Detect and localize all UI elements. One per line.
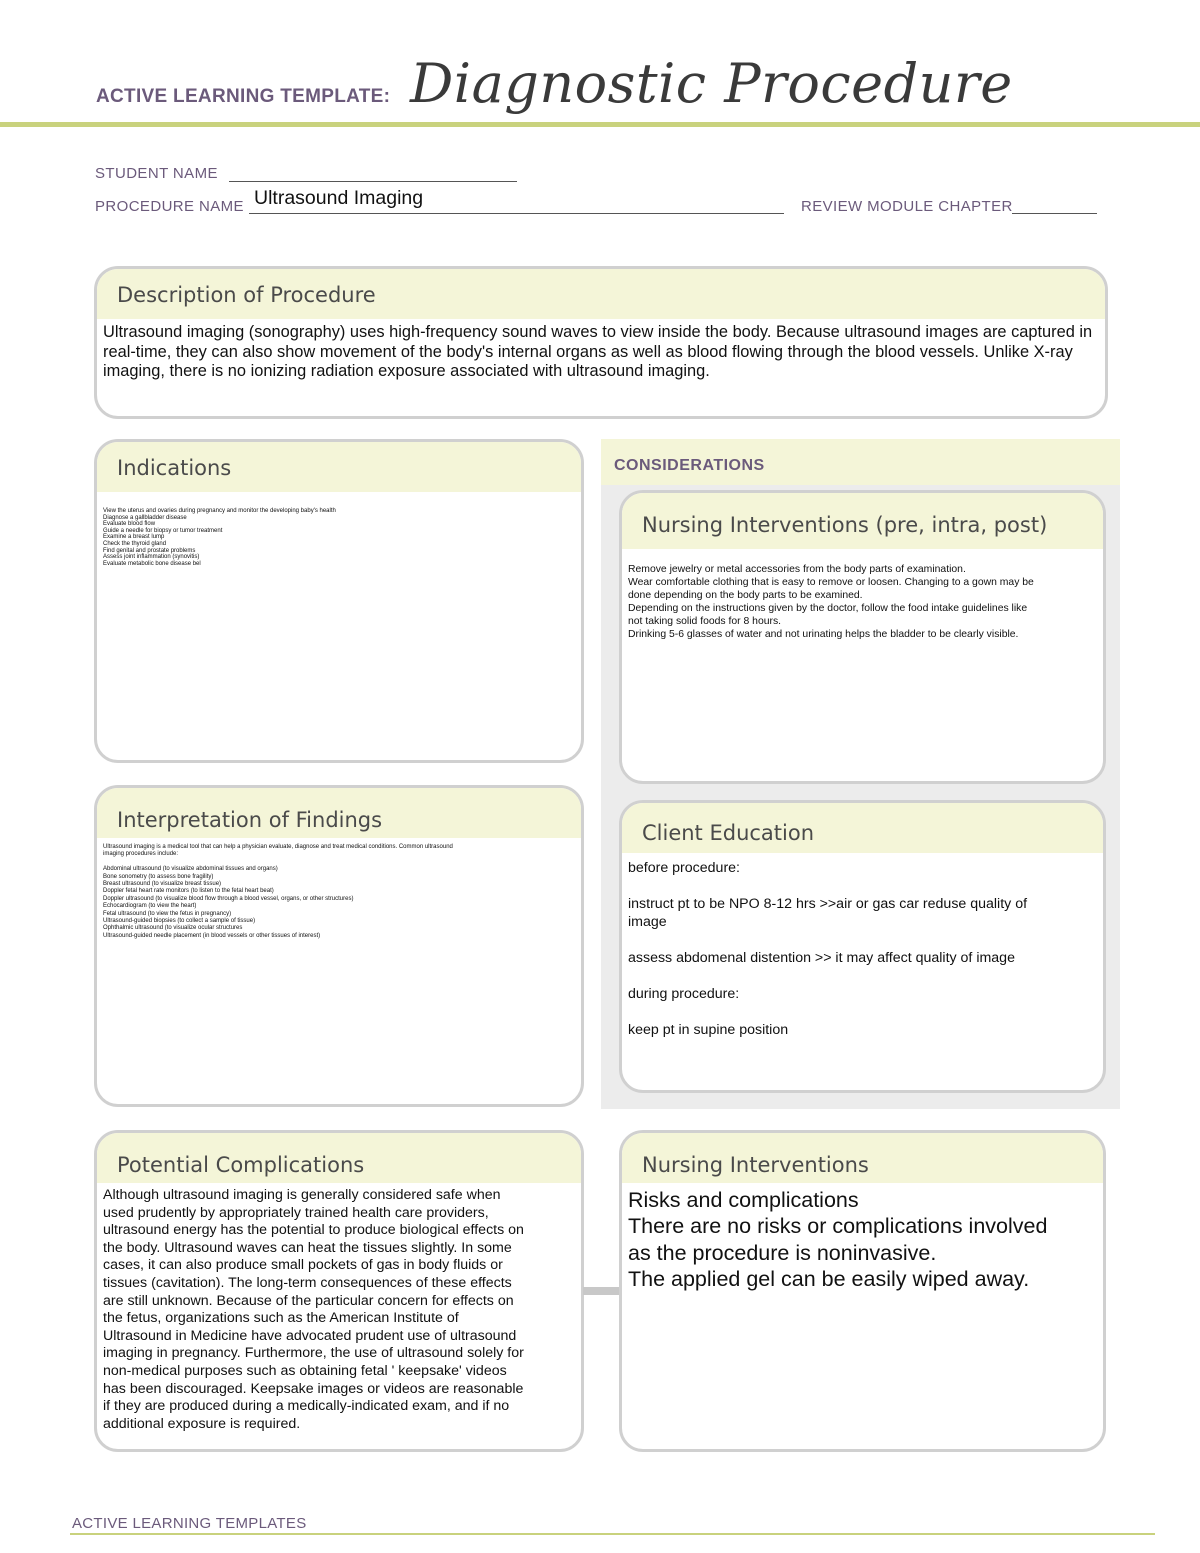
procedure-name-label: PROCEDURE NAME: [95, 198, 244, 215]
client-education-text: before procedure: instruct pt to be NPO 8-12 hrs >>air or gas car reduse quality of image assess abdomenal distention >> it may affect quality of image during procedure: keep pt in supine position: [628, 860, 1028, 1038]
indications-panel: [94, 439, 584, 763]
nursing-interventions-title: Nursing Interventions: [642, 1153, 869, 1177]
complications-panel: [94, 1130, 584, 1452]
review-module-line: [1012, 213, 1097, 214]
procedure-name-value[interactable]: Ultrasound Imaging: [254, 187, 424, 209]
footer-divider: [70, 1533, 1155, 1535]
description-title: Description of Procedure: [117, 283, 376, 307]
review-module-label: REVIEW MODULE CHAPTER: [801, 198, 1013, 215]
template-title: Diagnostic Procedure: [410, 52, 1013, 115]
procedure-name-line: [249, 213, 784, 214]
student-name-line: [229, 181, 517, 182]
complications-title: Potential Complications: [117, 1153, 365, 1177]
description-panel: [94, 266, 1108, 419]
indications-header: [97, 442, 581, 492]
indications-title: Indications: [117, 456, 232, 480]
client-education-header: [622, 803, 1103, 853]
complications-header: [97, 1133, 581, 1183]
nursing-interventions-pip-title: Nursing Interventions (pre, intra, post): [642, 513, 1048, 537]
panel-connector: [583, 1287, 621, 1295]
nursing-interventions-pip-panel: [619, 490, 1106, 784]
nursing-interventions-text: Risks and complications There are no risks or complications involved as the procedure is noninvasive. The applied gel can be easily wiped away.: [628, 1188, 1048, 1291]
description-text: Ultrasound imaging (sonography) uses high-frequency sound waves to view inside the body. Because ultrasound images are captured in real-time, they can also show movement of the body's internal organs as well as blood flowing through the blood vessels. Unlike X-ray imaging, there is no ionizing radiation exposure associated with ultrasound imaging.: [103, 323, 1093, 381]
considerations-title: CONSIDERATIONS: [614, 457, 765, 474]
indications-text: View the uterus and ovaries during pregnancy and monitor the developing baby's health Diagnose a gallbladder disease Evaluate blood flow Guide a needle for biopsy or tumor treatment Examine a breast lump Check the thyroid gland Find genital and prostate problems Assess joint inflammation (synovitis) Evaluate metabolic bone disease bel: [103, 508, 336, 567]
client-education-panel: [619, 800, 1106, 1093]
student-name-label: STUDENT NAME: [95, 165, 218, 182]
template-label: ACTIVE LEARNING TEMPLATE:: [96, 86, 391, 107]
footer-label: ACTIVE LEARNING TEMPLATES: [72, 1515, 307, 1532]
complications-text: Although ultrasound imaging is generally considered safe when used prudently by appropriately trained health care providers, ultrasound energy has the potential to produce biological effects on the body. Ultrasound waves can heat the tissues slightly. In some cases, it can also produce small pockets of gas in body fluids or tissues (cavitation). The long-term consequences of these effects are still unknown. Because of the particular concern for effects on the fetus, organizations such as the American Institute of Ultrasound in Medicine have advocated prudent use of ultrasound imaging in pregnancy. Furthermore, the use of ultrasound solely for non-medical purposes such as obtaining fetal ' keepsake' videos has been discouraged. Keepsake images or videos are reasonable if they are produced during a medically-indicated exam, and if no additional exposure is required.: [103, 1187, 524, 1432]
interpretation-header: [97, 788, 581, 838]
description-header: [97, 269, 1105, 319]
interpretation-title: Interpretation of Findings: [117, 808, 383, 832]
nursing-interventions-header: [622, 1133, 1103, 1183]
interpretation-text: Ultrasound imaging is a medical tool that can help a physician evaluate, diagnose and treat medical conditions. Common ultrasound imaging procedures include: Abdominal ultrasound (to visualize abdominal tissues and organs) Bone sonometry (to assess bone fragility) Breast ultrasound (to visualize breast tissue) Doppler fetal heart rate monitors (to listen to the fetal heart beat) Doppler ultrasound (to visualize blood flow through a blood vessel, organs, or other structures) Echocardiogram (to view the heart) Fetal ultrasound (to view the fetus in pregnancy) Ultrasound-guided biopsies (to collect a sample of tissue) Ophthalmic ultrasound (to visualize ocular structures Ultrasound-guided needle placement (in blood vessels or other tissues of interest): [103, 844, 453, 939]
interpretation-panel: [94, 785, 584, 1107]
header-divider: [0, 122, 1200, 127]
nursing-interventions-panel: [619, 1130, 1106, 1452]
client-education-title: Client Education: [642, 821, 815, 845]
nursing-interventions-pip-text: Remove jewelry or metal accessories from the body parts of examination. Wear comfortable clothing that is easy to remove or loosen. Changing to a gown may be done depending on the body parts to be examined. Depending on the instructions given by the doctor, follow the food intake guidelines like not taking solid foods for 8 hours. Drinking 5-6 glasses of water and not urinating helps the bladder to be clearly visible.: [628, 564, 1034, 640]
nursing-interventions-pip-header: [622, 493, 1103, 549]
